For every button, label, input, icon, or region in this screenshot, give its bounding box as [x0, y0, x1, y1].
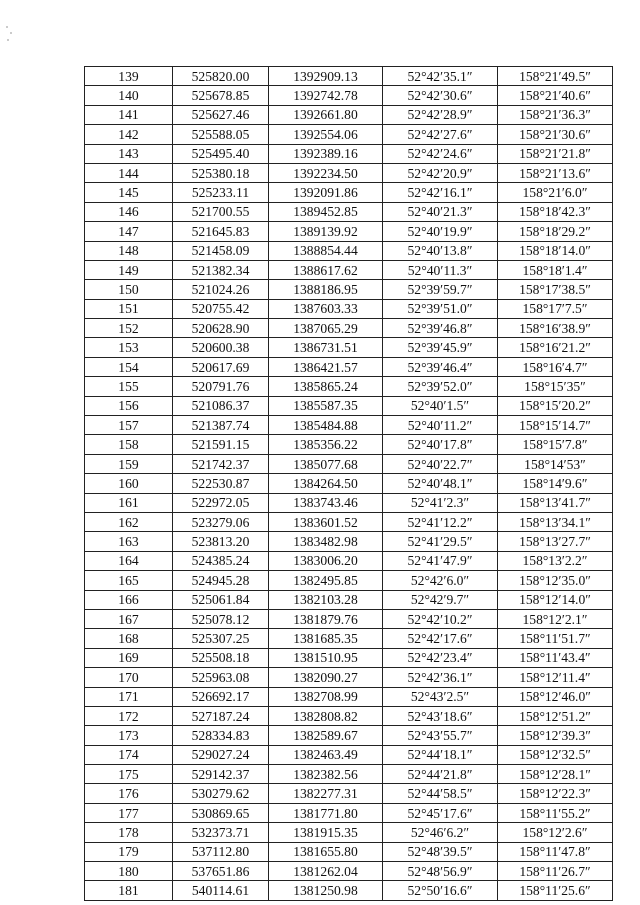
- latitude-cell: 52°42′27.6″: [383, 125, 498, 144]
- table-row: [85, 881, 613, 900]
- point-number-cell: 175: [85, 765, 173, 784]
- point-number-cell: 172: [85, 706, 173, 725]
- x-coordinate-cell: 524945.28: [173, 571, 269, 590]
- latitude-cell: 52°42′16.1″: [383, 183, 498, 202]
- x-coordinate-cell: 525627.46: [173, 105, 269, 124]
- point-number-cell: 142: [85, 125, 173, 144]
- table-row: [85, 512, 613, 531]
- y-coordinate-cell: 1381771.80: [269, 803, 383, 822]
- y-coordinate-cell: 1392909.13: [269, 67, 383, 86]
- point-number-cell: 154: [85, 357, 173, 376]
- latitude-cell: 52°39′51.0″: [383, 299, 498, 318]
- latitude-cell: 52°48′39.5″: [383, 842, 498, 861]
- x-coordinate-cell: 520617.69: [173, 357, 269, 376]
- point-number-cell: 173: [85, 726, 173, 745]
- longitude-cell: 158°11′26.7″: [498, 862, 613, 881]
- longitude-cell: 158°12′32.5″: [498, 745, 613, 764]
- latitude-cell: 52°40′11.3″: [383, 260, 498, 279]
- latitude-cell: 52°42′9.7″: [383, 590, 498, 609]
- y-coordinate-cell: 1389139.92: [269, 222, 383, 241]
- longitude-cell: 158°12′22.3″: [498, 784, 613, 803]
- y-coordinate-cell: 1381510.95: [269, 648, 383, 667]
- longitude-cell: 158°21′36.3″: [498, 105, 613, 124]
- latitude-cell: 52°42′17.6″: [383, 629, 498, 648]
- longitude-cell: 158°17′38.5″: [498, 280, 613, 299]
- point-number-cell: 150: [85, 280, 173, 299]
- x-coordinate-cell: 521458.09: [173, 241, 269, 260]
- latitude-cell: 52°40′13.8″: [383, 241, 498, 260]
- point-number-cell: 143: [85, 144, 173, 163]
- x-coordinate-cell: 525233.11: [173, 183, 269, 202]
- point-number-cell: 160: [85, 474, 173, 493]
- y-coordinate-cell: 1392234.50: [269, 163, 383, 182]
- point-number-cell: 162: [85, 512, 173, 531]
- table-row: [85, 551, 613, 570]
- latitude-cell: 52°42′20.9″: [383, 163, 498, 182]
- longitude-cell: 158°18′14.0″: [498, 241, 613, 260]
- latitude-cell: 52°42′35.1″: [383, 67, 498, 86]
- table-row: [85, 222, 613, 241]
- latitude-cell: 52°40′48.1″: [383, 474, 498, 493]
- table-row: [85, 163, 613, 182]
- point-number-cell: 163: [85, 532, 173, 551]
- table-row: [85, 590, 613, 609]
- y-coordinate-cell: 1392389.16: [269, 144, 383, 163]
- point-number-cell: 151: [85, 299, 173, 318]
- latitude-cell: 52°43′18.6″: [383, 706, 498, 725]
- x-coordinate-cell: 524385.24: [173, 551, 269, 570]
- latitude-cell: 52°40′17.8″: [383, 435, 498, 454]
- x-coordinate-cell: 523279.06: [173, 512, 269, 531]
- table-row: [85, 745, 613, 764]
- x-coordinate-cell: 525963.08: [173, 668, 269, 687]
- latitude-cell: 52°44′18.1″: [383, 745, 498, 764]
- x-coordinate-cell: 521700.55: [173, 202, 269, 221]
- x-coordinate-cell: 526692.17: [173, 687, 269, 706]
- y-coordinate-cell: 1385356.22: [269, 435, 383, 454]
- y-coordinate-cell: 1392742.78: [269, 86, 383, 105]
- y-coordinate-cell: 1383601.52: [269, 512, 383, 531]
- y-coordinate-cell: 1381655.80: [269, 842, 383, 861]
- table-row: [85, 67, 613, 86]
- x-coordinate-cell: 520628.90: [173, 319, 269, 338]
- scan-speck-marks: [4, 26, 18, 46]
- point-number-cell: 141: [85, 105, 173, 124]
- latitude-cell: 52°42′28.9″: [383, 105, 498, 124]
- y-coordinate-cell: 1381915.35: [269, 823, 383, 842]
- latitude-cell: 52°50′16.6″: [383, 881, 498, 900]
- table-row: [85, 299, 613, 318]
- y-coordinate-cell: 1385587.35: [269, 396, 383, 415]
- y-coordinate-cell: 1389452.85: [269, 202, 383, 221]
- point-number-cell: 145: [85, 183, 173, 202]
- point-number-cell: 148: [85, 241, 173, 260]
- point-number-cell: 181: [85, 881, 173, 900]
- latitude-cell: 52°40′11.2″: [383, 416, 498, 435]
- longitude-cell: 158°12′46.0″: [498, 687, 613, 706]
- latitude-cell: 52°39′59.7″: [383, 280, 498, 299]
- point-number-cell: 149: [85, 260, 173, 279]
- latitude-cell: 52°42′10.2″: [383, 609, 498, 628]
- longitude-cell: 158°21′49.5″: [498, 67, 613, 86]
- latitude-cell: 52°40′21.3″: [383, 202, 498, 221]
- y-coordinate-cell: 1392091.86: [269, 183, 383, 202]
- latitude-cell: 52°42′30.6″: [383, 86, 498, 105]
- longitude-cell: 158°14′9.6″: [498, 474, 613, 493]
- x-coordinate-cell: 530279.62: [173, 784, 269, 803]
- y-coordinate-cell: 1381250.98: [269, 881, 383, 900]
- point-number-cell: 178: [85, 823, 173, 842]
- latitude-cell: 52°39′45.9″: [383, 338, 498, 357]
- longitude-cell: 158°15′20.2″: [498, 396, 613, 415]
- table-row: [85, 823, 613, 842]
- x-coordinate-cell: 521645.83: [173, 222, 269, 241]
- x-coordinate-cell: 528334.83: [173, 726, 269, 745]
- x-coordinate-cell: 529142.37: [173, 765, 269, 784]
- longitude-cell: 158°12′14.0″: [498, 590, 613, 609]
- point-number-cell: 169: [85, 648, 173, 667]
- x-coordinate-cell: 521591.15: [173, 435, 269, 454]
- table-row: [85, 125, 613, 144]
- x-coordinate-cell: 525508.18: [173, 648, 269, 667]
- point-number-cell: 153: [85, 338, 173, 357]
- point-number-cell: 165: [85, 571, 173, 590]
- point-number-cell: 166: [85, 590, 173, 609]
- y-coordinate-cell: 1382382.56: [269, 765, 383, 784]
- coordinates-table: [84, 66, 613, 901]
- point-number-cell: 156: [85, 396, 173, 415]
- latitude-cell: 52°41′29.5″: [383, 532, 498, 551]
- y-coordinate-cell: 1382277.31: [269, 784, 383, 803]
- latitude-cell: 52°43′2.5″: [383, 687, 498, 706]
- longitude-cell: 158°21′21.8″: [498, 144, 613, 163]
- table-row: [85, 765, 613, 784]
- table-row: [85, 571, 613, 590]
- y-coordinate-cell: 1382495.85: [269, 571, 383, 590]
- latitude-cell: 52°43′55.7″: [383, 726, 498, 745]
- latitude-cell: 52°40′1.5″: [383, 396, 498, 415]
- point-number-cell: 176: [85, 784, 173, 803]
- point-number-cell: 180: [85, 862, 173, 881]
- longitude-cell: 158°15′14.7″: [498, 416, 613, 435]
- longitude-cell: 158°11′55.2″: [498, 803, 613, 822]
- y-coordinate-cell: 1381262.04: [269, 862, 383, 881]
- longitude-cell: 158°13′27.7″: [498, 532, 613, 551]
- x-coordinate-cell: 520600.38: [173, 338, 269, 357]
- y-coordinate-cell: 1382103.28: [269, 590, 383, 609]
- latitude-cell: 52°45′17.6″: [383, 803, 498, 822]
- longitude-cell: 158°12′39.3″: [498, 726, 613, 745]
- table-row: [85, 803, 613, 822]
- table-row: [85, 687, 613, 706]
- y-coordinate-cell: 1382463.49: [269, 745, 383, 764]
- latitude-cell: 52°41′2.3″: [383, 493, 498, 512]
- longitude-cell: 158°18′29.2″: [498, 222, 613, 241]
- x-coordinate-cell: 525820.00: [173, 67, 269, 86]
- table-row: [85, 241, 613, 260]
- table-row: [85, 86, 613, 105]
- point-number-cell: 147: [85, 222, 173, 241]
- y-coordinate-cell: 1383482.98: [269, 532, 383, 551]
- longitude-cell: 158°18′42.3″: [498, 202, 613, 221]
- longitude-cell: 158°12′35.0″: [498, 571, 613, 590]
- y-coordinate-cell: 1387065.29: [269, 319, 383, 338]
- table-row: [85, 454, 613, 473]
- latitude-cell: 52°42′24.6″: [383, 144, 498, 163]
- table-row: [85, 842, 613, 861]
- point-number-cell: 170: [85, 668, 173, 687]
- longitude-cell: 158°16′38.9″: [498, 319, 613, 338]
- y-coordinate-cell: 1383743.46: [269, 493, 383, 512]
- longitude-cell: 158°11′47.8″: [498, 842, 613, 861]
- table-row: [85, 726, 613, 745]
- y-coordinate-cell: 1382589.67: [269, 726, 383, 745]
- x-coordinate-cell: 525078.12: [173, 609, 269, 628]
- table-row: [85, 668, 613, 687]
- y-coordinate-cell: 1383006.20: [269, 551, 383, 570]
- table-row: [85, 260, 613, 279]
- x-coordinate-cell: 523813.20: [173, 532, 269, 551]
- point-number-cell: 158: [85, 435, 173, 454]
- x-coordinate-cell: 521387.74: [173, 416, 269, 435]
- y-coordinate-cell: 1387603.33: [269, 299, 383, 318]
- table-row: [85, 338, 613, 357]
- x-coordinate-cell: 529027.24: [173, 745, 269, 764]
- x-coordinate-cell: 521024.26: [173, 280, 269, 299]
- y-coordinate-cell: 1384264.50: [269, 474, 383, 493]
- y-coordinate-cell: 1385865.24: [269, 377, 383, 396]
- latitude-cell: 52°42′23.4″: [383, 648, 498, 667]
- latitude-cell: 52°42′36.1″: [383, 668, 498, 687]
- point-number-cell: 177: [85, 803, 173, 822]
- x-coordinate-cell: 527187.24: [173, 706, 269, 725]
- table-row: [85, 648, 613, 667]
- point-number-cell: 167: [85, 609, 173, 628]
- longitude-cell: 158°11′43.4″: [498, 648, 613, 667]
- x-coordinate-cell: 530869.65: [173, 803, 269, 822]
- point-number-cell: 171: [85, 687, 173, 706]
- table-row: [85, 183, 613, 202]
- longitude-cell: 158°14′53″: [498, 454, 613, 473]
- table-row: [85, 357, 613, 376]
- point-number-cell: 140: [85, 86, 173, 105]
- x-coordinate-cell: 520755.42: [173, 299, 269, 318]
- y-coordinate-cell: 1392554.06: [269, 125, 383, 144]
- point-number-cell: 155: [85, 377, 173, 396]
- longitude-cell: 158°12′11.4″: [498, 668, 613, 687]
- x-coordinate-cell: 520791.76: [173, 377, 269, 396]
- table-row: [85, 377, 613, 396]
- x-coordinate-cell: 537651.86: [173, 862, 269, 881]
- latitude-cell: 52°39′46.4″: [383, 357, 498, 376]
- longitude-cell: 158°21′6.0″: [498, 183, 613, 202]
- x-coordinate-cell: 521086.37: [173, 396, 269, 415]
- latitude-cell: 52°40′22.7″: [383, 454, 498, 473]
- point-number-cell: 146: [85, 202, 173, 221]
- y-coordinate-cell: 1388617.62: [269, 260, 383, 279]
- longitude-cell: 158°12′28.1″: [498, 765, 613, 784]
- table-row: [85, 280, 613, 299]
- longitude-cell: 158°15′7.8″: [498, 435, 613, 454]
- latitude-cell: 52°48′56.9″: [383, 862, 498, 881]
- table-row: [85, 202, 613, 221]
- table-row: [85, 435, 613, 454]
- x-coordinate-cell: 521742.37: [173, 454, 269, 473]
- x-coordinate-cell: 525061.84: [173, 590, 269, 609]
- table-row: [85, 706, 613, 725]
- table-row: [85, 532, 613, 551]
- latitude-cell: 52°40′19.9″: [383, 222, 498, 241]
- point-number-cell: 139: [85, 67, 173, 86]
- y-coordinate-cell: 1388186.95: [269, 280, 383, 299]
- longitude-cell: 158°11′25.6″: [498, 881, 613, 900]
- point-number-cell: 161: [85, 493, 173, 512]
- table-row: [85, 319, 613, 338]
- x-coordinate-cell: 525588.05: [173, 125, 269, 144]
- table-row: [85, 474, 613, 493]
- longitude-cell: 158°12′2.6″: [498, 823, 613, 842]
- x-coordinate-cell: 525678.85: [173, 86, 269, 105]
- longitude-cell: 158°13′2.2″: [498, 551, 613, 570]
- table-row: [85, 396, 613, 415]
- point-number-cell: 159: [85, 454, 173, 473]
- x-coordinate-cell: 525307.25: [173, 629, 269, 648]
- x-coordinate-cell: 537112.80: [173, 842, 269, 861]
- latitude-cell: 52°39′46.8″: [383, 319, 498, 338]
- y-coordinate-cell: 1381879.76: [269, 609, 383, 628]
- latitude-cell: 52°41′12.2″: [383, 512, 498, 531]
- point-number-cell: 152: [85, 319, 173, 338]
- table-row: [85, 629, 613, 648]
- y-coordinate-cell: 1388854.44: [269, 241, 383, 260]
- y-coordinate-cell: 1386731.51: [269, 338, 383, 357]
- y-coordinate-cell: 1386421.57: [269, 357, 383, 376]
- coordinates-table-body: [85, 67, 613, 901]
- y-coordinate-cell: 1382808.82: [269, 706, 383, 725]
- table-row: [85, 144, 613, 163]
- latitude-cell: 52°42′6.0″: [383, 571, 498, 590]
- y-coordinate-cell: 1385077.68: [269, 454, 383, 473]
- longitude-cell: 158°21′13.6″: [498, 163, 613, 182]
- x-coordinate-cell: 525380.18: [173, 163, 269, 182]
- y-coordinate-cell: 1382708.99: [269, 687, 383, 706]
- point-number-cell: 144: [85, 163, 173, 182]
- table-row: [85, 784, 613, 803]
- y-coordinate-cell: 1381685.35: [269, 629, 383, 648]
- latitude-cell: 52°46′6.2″: [383, 823, 498, 842]
- table-row: [85, 862, 613, 881]
- longitude-cell: 158°13′41.7″: [498, 493, 613, 512]
- latitude-cell: 52°44′21.8″: [383, 765, 498, 784]
- table-row: [85, 416, 613, 435]
- x-coordinate-cell: 522972.05: [173, 493, 269, 512]
- longitude-cell: 158°12′2.1″: [498, 609, 613, 628]
- y-coordinate-cell: 1392661.80: [269, 105, 383, 124]
- x-coordinate-cell: 532373.71: [173, 823, 269, 842]
- point-number-cell: 157: [85, 416, 173, 435]
- x-coordinate-cell: 540114.61: [173, 881, 269, 900]
- longitude-cell: 158°13′34.1″: [498, 512, 613, 531]
- longitude-cell: 158°18′1.4″: [498, 260, 613, 279]
- x-coordinate-cell: 522530.87: [173, 474, 269, 493]
- longitude-cell: 158°12′51.2″: [498, 706, 613, 725]
- latitude-cell: 52°39′52.0″: [383, 377, 498, 396]
- latitude-cell: 52°41′47.9″: [383, 551, 498, 570]
- longitude-cell: 158°16′4.7″: [498, 357, 613, 376]
- x-coordinate-cell: 521382.34: [173, 260, 269, 279]
- point-number-cell: 179: [85, 842, 173, 861]
- longitude-cell: 158°11′51.7″: [498, 629, 613, 648]
- latitude-cell: 52°44′58.5″: [383, 784, 498, 803]
- table-row: [85, 493, 613, 512]
- longitude-cell: 158°21′40.6″: [498, 86, 613, 105]
- longitude-cell: 158°21′30.6″: [498, 125, 613, 144]
- longitude-cell: 158°16′21.2″: [498, 338, 613, 357]
- longitude-cell: 158°17′7.5″: [498, 299, 613, 318]
- table-row: [85, 105, 613, 124]
- x-coordinate-cell: 525495.40: [173, 144, 269, 163]
- y-coordinate-cell: 1382090.27: [269, 668, 383, 687]
- y-coordinate-cell: 1385484.88: [269, 416, 383, 435]
- table-row: [85, 609, 613, 628]
- point-number-cell: 164: [85, 551, 173, 570]
- point-number-cell: 168: [85, 629, 173, 648]
- point-number-cell: 174: [85, 745, 173, 764]
- longitude-cell: 158°15′35″: [498, 377, 613, 396]
